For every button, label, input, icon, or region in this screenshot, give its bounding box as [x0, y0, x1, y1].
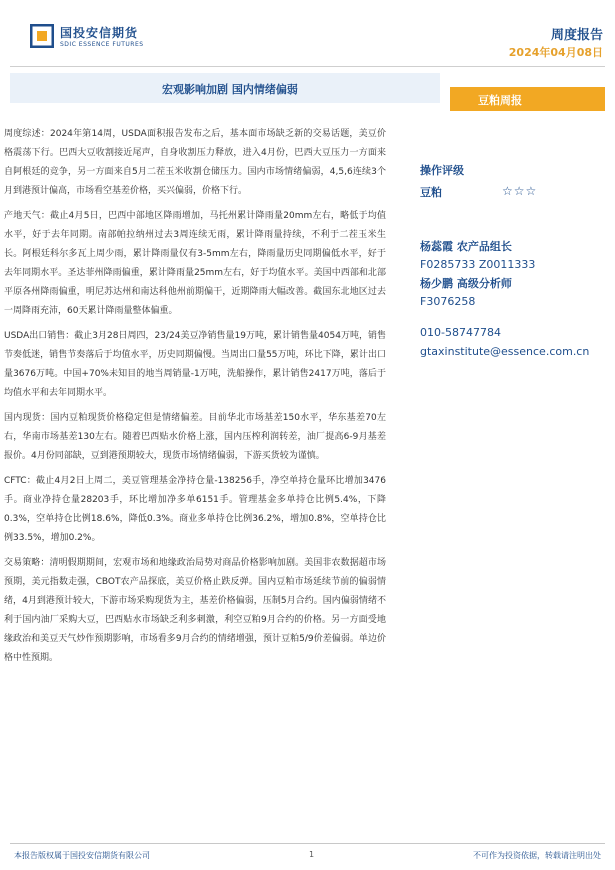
rating-stars-icon: ☆☆☆ [502, 184, 538, 198]
domestic-spot-paragraph: 国内现货：国内豆粕现货价格稳定但是情绪偏差。目前华北市场基差150水平，华东基差70左右，华南市场基差130左右。随着巴西贴水价格上涨，国内压榨利润转差，油厂提高6-9月基差报价。4月份同部缺，豆到港预期较大，现货市场情绪偏弱，下游买货较为谨慎。 [4, 413, 386, 461]
analyst-name-title: 杨蕊霞 农产品组长 [420, 240, 512, 253]
analyst-name-title: 杨少鹏 高级分析师 [420, 277, 512, 290]
analyst-license: F3076258 [420, 295, 476, 308]
company-logo [30, 22, 230, 56]
report-headline: 宏观影响加剧 国内情绪偏弱 [162, 83, 298, 96]
contact-email[interactable]: gtaxinstitute@essence.com.cn [420, 345, 590, 358]
contact-phone: 010-58747784 [420, 326, 501, 339]
footer-divider [10, 843, 605, 844]
title-banner [10, 73, 605, 113]
cftc-paragraph: CFTC：截止4月2日上周二，美豆管理基金净持仓量-138256手，净空单持仓量环比增加3476手。商业净持仓量28203手，环比增加净多单6151手。管理基金多单持仓比例5.4%，下降0.3%，空单持仓比例18.6%，降低0.3%。商业多单持仓比例36.2%，增加0.8%，空单持仓比例33.5%，增加0.2%。 [4, 476, 386, 543]
report-body [4, 125, 386, 674]
usda-export-paragraph: USDA出口销售：截止3月28日周四，23/24美豆净销售量19万吨，累计销售量4054万吨，销售节奏低迷，销售节奏落后于均值水平，历史同期偏慢。当周出口量55万吨，环比下降，累计出口量3676万吨。中国+70%未知目的地当周销量-1万吨，洗船操作，累计销售2417万吨，落后于均值水平和去年同期水平。 [4, 331, 386, 398]
copyright-notice: 本报告版权属于国投安信期货有限公司 [14, 851, 150, 860]
rating-product: 豆粕 [420, 186, 442, 199]
logo-mark-icon [30, 24, 54, 48]
logo-english-name: SDIC ESSENCE FUTURES [60, 41, 144, 48]
rating-row [420, 184, 610, 202]
logo-chinese-name: 国投安信期货 [60, 26, 139, 40]
sidebar [420, 162, 610, 358]
strategy-paragraph: 交易策略：清明假期期间，宏观市场和地缘政治局势对商品价格影响加剧。美国非农数据超市场预期，美元指数走强，CBOT农产品探底，美豆价格止跌反弹。国内豆粕市场延续节前的偏弱情绪，4月到港预计较大，下游市场采购现货为主，基差价格偏弱，压制5月合约。国内偏弱情绪不利于国内油厂采购大豆，巴西贴水市场缺乏利多刺激，利空豆粕9月合约的价格。另一方面受地缘政治和美豆天气炒作预期影响，市场看多9月合约的情绪增强，预计豆粕5/9价差偏弱。单边价格中性预期。 [4, 558, 386, 663]
weather-paragraph: 产地天气：截止4月5日，巴西中部地区降雨增加，马托州累计降雨量20mm左右，略低于均值水平，好于去年同期。南部帕拉纳州过去3周连续无雨，累计降雨量持续，不利于二茬玉米生长。阿根廷科尔多瓦上周少雨，累计降雨量仅有3-5mm左右，降雨量历史同期偏低水平，好于去年同期水平。圣达菲州降雨偏重，累计降雨量25mm左右，好于均值水平。美国中西部和北部平原各州降雨偏重，明尼苏达州和南达科他州前期偏干，近期降雨大幅改善。截国东北地区过去一周降雨充沛，60天累计降雨量整体偏重。 [4, 211, 386, 316]
header-divider [10, 66, 605, 67]
report-date: 2024年04月08日 [508, 46, 603, 59]
page-number: 1 [309, 850, 315, 859]
analyst-license: F0285733 Z0011333 [420, 258, 536, 271]
report-type: 周度报告 [550, 28, 603, 43]
rating-title: 操作评级 [420, 164, 464, 177]
report-category-label: 豆粕周报 [478, 94, 522, 107]
summary-paragraph: 周度综述：2024年第14周，USDA面积报告发布之后，基本面市场缺乏新的交易话题，美豆价格震荡下行。巴西大豆收割接近尾声，自身收割压力释放，进入4月份，巴西大豆压力一方面来自阿根廷的竞争，另一方面来自5月二茬玉米收割仓储压力。国内市场情绪偏弱，4,5,6连续3个月到港预计偏高，市场看空基差价格，买兴偏弱，价格下行。 [4, 129, 386, 196]
report-category-tab [450, 87, 605, 111]
disclaimer-notice: 不可作为投资依据，转载请注明出处 [473, 851, 601, 860]
